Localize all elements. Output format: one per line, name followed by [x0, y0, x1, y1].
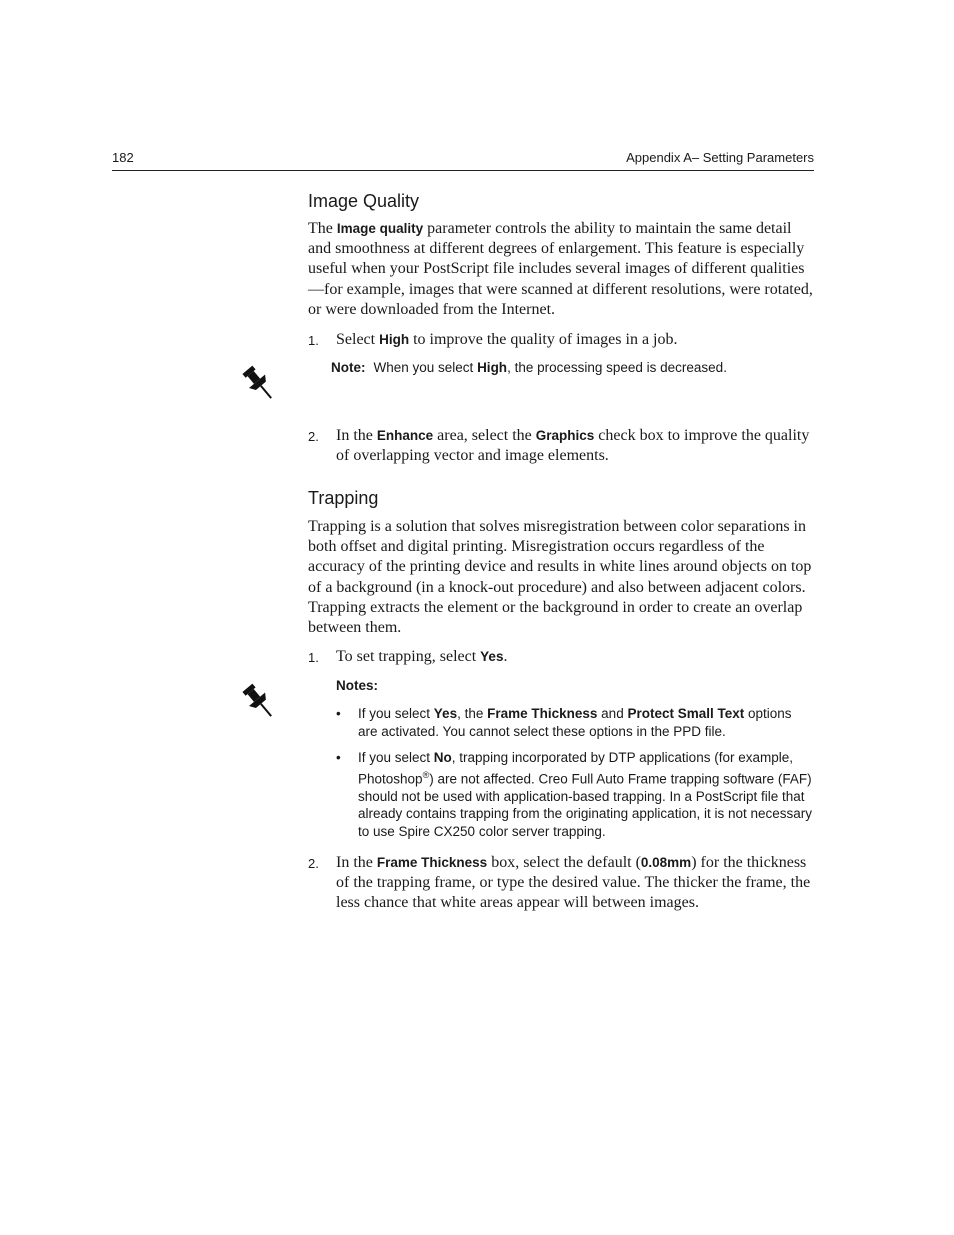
image-quality-step-1 [308, 330, 818, 350]
image-quality-paragraph: The Image quality parameter controls the ability to maintain the same detail and smoothness at different degrees of enlargement. This feature is especially useful when your PostScript file includes several images of different qualities—for example, images that were scanned at different resolutions, were rotated, or were downloaded from the Internet. [308, 220, 813, 318]
trapping-step-2 [308, 853, 818, 914]
running-title: Appendix A– Setting Parameters [626, 150, 814, 165]
step-number: 2. [308, 856, 319, 871]
ui-term: High [477, 360, 508, 375]
trapping-step-1 [308, 647, 818, 667]
ui-term: Frame Thickness [376, 855, 488, 870]
ui-term: Frame Thickness [487, 706, 598, 721]
section-heading-trapping: Trapping [308, 488, 379, 508]
ui-term: 0.08mm [640, 855, 692, 870]
ui-term: Graphics [535, 428, 595, 443]
image-quality-step-2 [308, 426, 818, 466]
pushpin-icon [238, 680, 282, 724]
page-header [112, 150, 814, 171]
step-text: To set trapping, select Yes. [336, 648, 508, 665]
bullet-text: If you select No, trapping incorporated by DTP applications (for example, Photoshop®) are not affected. Creo Full Auto Frame trapping software (FAF) should not be used with application-based trapping. In a PostScript file that already contains trapping from the originating application, it is not necessary to use Spire CX250 color server trapping. [358, 750, 813, 839]
ui-term: Image quality [336, 221, 424, 236]
bullet-marker: • [336, 706, 341, 721]
note-bullet-no [336, 749, 812, 840]
note-high-speed: Note: When you select High, the processing speed is decreased. [331, 360, 727, 375]
note-label: Note: [331, 360, 366, 375]
trapping-intro [308, 517, 818, 638]
step-number: 1. [308, 333, 319, 348]
section-heading-image-quality: Image Quality [308, 191, 420, 211]
ui-term: No [433, 750, 452, 765]
ui-term: Yes [480, 649, 504, 664]
step-text: Select High to improve the quality of images in a job. [336, 331, 678, 348]
ui-term: Protect Small Text [627, 706, 745, 721]
step-number: 2. [308, 429, 319, 444]
ui-term: Yes [433, 706, 458, 721]
ui-term: High [379, 332, 410, 347]
note-bullet-yes [336, 705, 812, 740]
pushpin-icon [238, 362, 282, 406]
bullet-marker: • [336, 750, 341, 765]
ui-term: Enhance [376, 428, 434, 443]
registered-mark: ® [422, 769, 430, 780]
notes-heading: Notes: [336, 678, 379, 693]
section-trapping [308, 488, 818, 509]
image-quality-intro [308, 219, 818, 320]
step-text: In the Enhance area, select the Graphics check box to improve the quality of overlapping vector and image elements. [336, 427, 810, 465]
bullet-text: If you select Yes, the Frame Thickness and Protect Small Text options are activated. You cannot select these options in the PPD file. [358, 706, 792, 739]
trapping-paragraph: Trapping is a solution that solves misregistration between color separations in both offset and digital printing. Misregistration occurs regardless of the accuracy of the printing device and results in white lines around objects on top of a background (in a knock-out procedure) and also between adjacent colors. Trapping extracts the element or the background in order to create an overlap between them. [308, 518, 812, 637]
step-number: 1. [308, 650, 319, 665]
page-number: 182 [112, 150, 134, 165]
section-image-quality [308, 191, 818, 212]
step-text: In the Frame Thickness box, select the default (0.08mm) for the thickness of the trapping frame, or type the desired value. The thicker the frame, the less chance that white areas appear will between images. [336, 854, 811, 912]
